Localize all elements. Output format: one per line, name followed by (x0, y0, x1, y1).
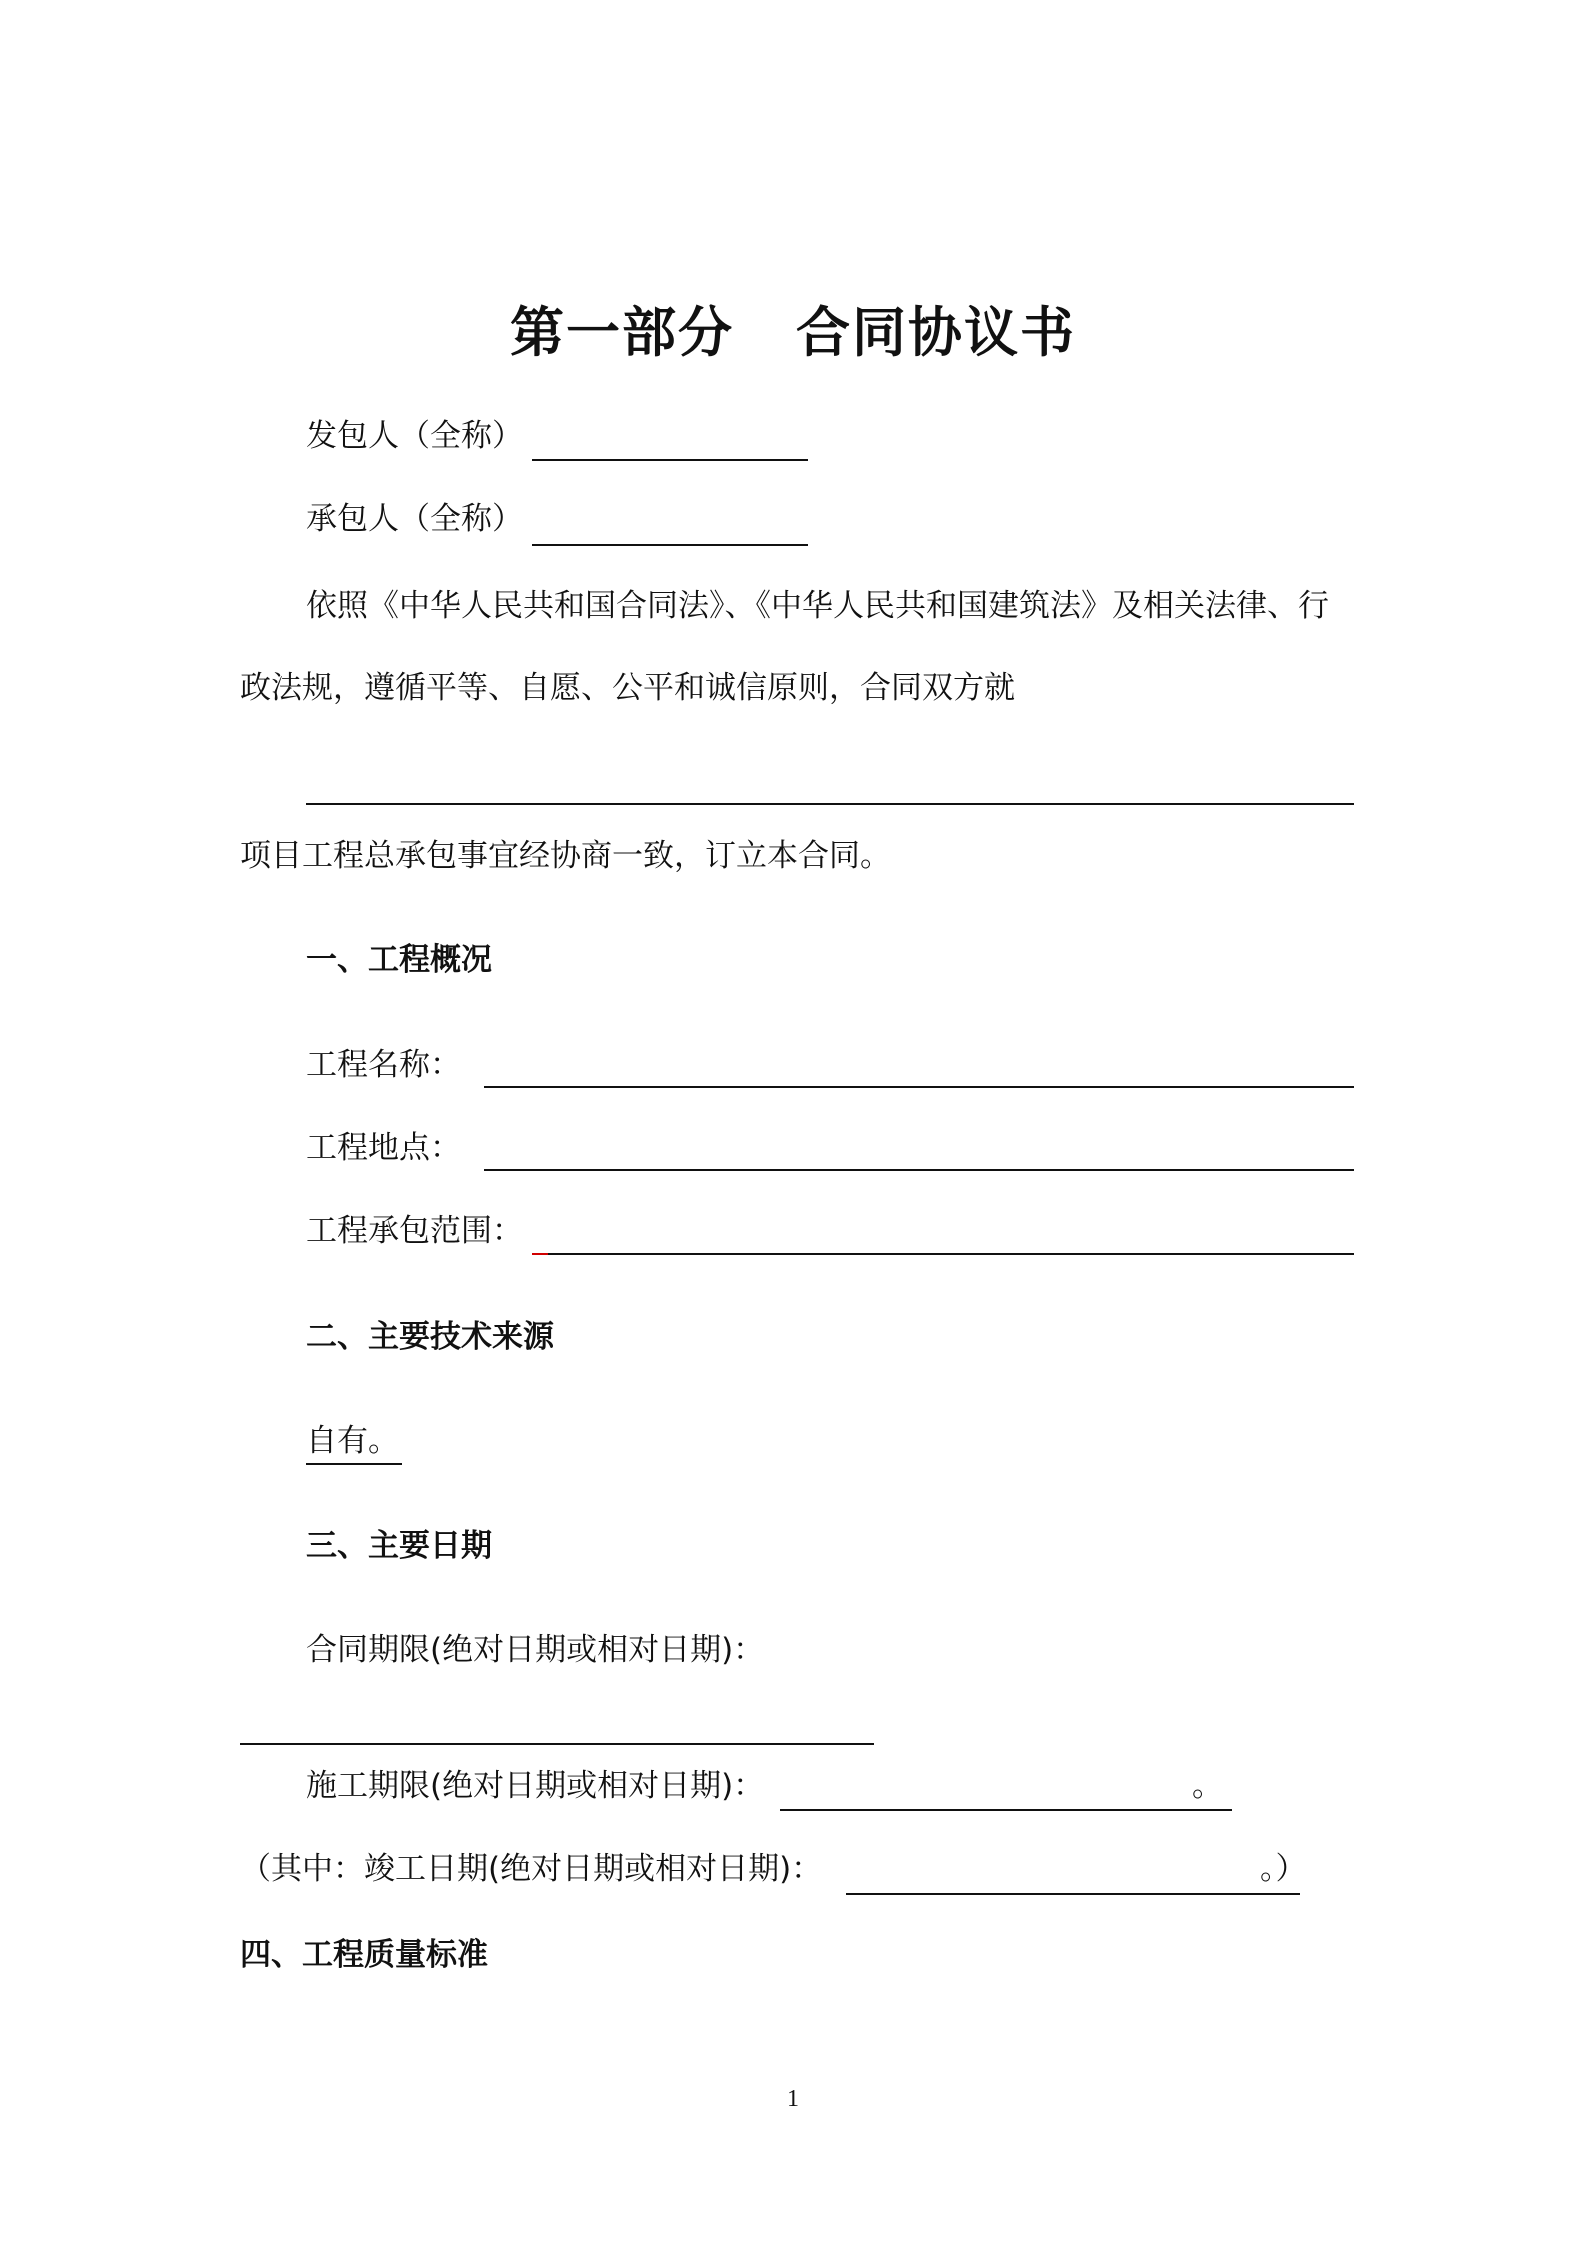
page-number: 1 (787, 2086, 799, 2112)
project-scope-blank (548, 1253, 1354, 1255)
section-heading-key-dates: 三、主要日期 (306, 1528, 492, 1564)
section-heading-project-overview: 一、工程概况 (306, 942, 492, 978)
contractor-blank (532, 544, 808, 546)
project-location-blank (484, 1169, 1354, 1171)
contractor-label: 承包人（全称） (306, 501, 523, 537)
preamble-line-3: 项目工程总承包事宜经协商一致，订立本合同。 (240, 838, 891, 874)
document-title (0, 290, 1586, 367)
technology-source-value: 自有。 (306, 1423, 399, 1459)
section-heading-technology-source: 二、主要技术来源 (306, 1319, 554, 1355)
preamble-line-1: 依照《中华人民共和国合同法》、《中华人民共和国建筑法》及相关法律、行 (306, 588, 1329, 624)
completion-date-end: 。） (1260, 1851, 1307, 1887)
construction-term-blank (780, 1809, 1232, 1811)
technology-source-underline (306, 1463, 402, 1465)
contract-term-label: 合同期限(绝对日期或相对日期)： (306, 1632, 765, 1668)
title-part: 第一部分 (510, 301, 734, 364)
employer-blank (532, 459, 808, 461)
preamble-line-2: 政法规，遵循平等、自愿、公平和诚信原则，合同双方就 (240, 670, 1015, 706)
construction-term-end: 。 (1192, 1768, 1223, 1804)
project-scope-label: 工程承包范围： (306, 1213, 523, 1249)
completion-date-blank (846, 1893, 1300, 1895)
section-heading-quality-standard: 四、工程质量标准 (240, 1937, 488, 1973)
completion-date-label: （其中：竣工日期(绝对日期或相对日期)： (240, 1851, 823, 1887)
project-location-label: 工程地点： (306, 1130, 461, 1166)
project-blank (306, 803, 1354, 805)
project-name-label: 工程名称： (306, 1047, 461, 1083)
scope-red-mark (532, 1253, 548, 1255)
title-name: 合同协议书 (796, 301, 1076, 364)
project-name-blank (484, 1086, 1354, 1088)
contract-term-blank (240, 1743, 874, 1745)
employer-label: 发包人（全称） (306, 418, 523, 454)
construction-term-label: 施工期限(绝对日期或相对日期)： (306, 1768, 765, 1804)
